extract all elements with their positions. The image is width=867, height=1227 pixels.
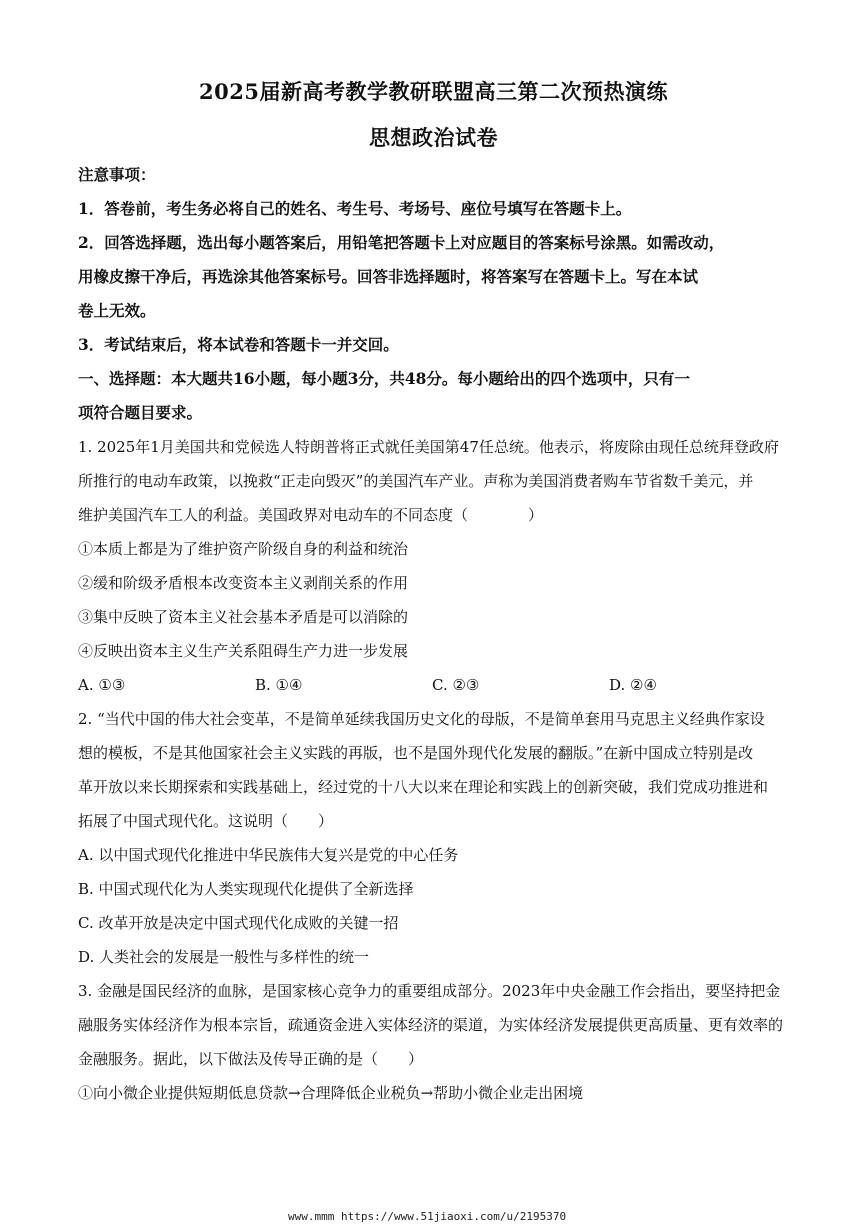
question-1-statement: ③集中反映了资本主义社会基本矛盾是可以消除的 — [78, 608, 409, 626]
question-1-stem: 所推行的电动车政策，以挽救“正走向毁灭”的美国汽车产业。声称为美国消费者购车节省数千美元，并 — [78, 472, 754, 490]
question-2-stem: 革开放以来长期探索和实践基础上，经过党的十八大以来在理论和实践上的创新突破，我们党成功推进和 — [78, 778, 769, 796]
question-1-option-c: C. ②③ — [432, 676, 480, 694]
question-2-option-d: D. 人类社会的发展是一般性与多样性的统一 — [78, 948, 370, 966]
section-heading-cont: 项符合题目要求。 — [78, 403, 203, 422]
notice-item: 3．考试结束后，将本试卷和答题卡一并交回。 — [78, 335, 399, 354]
question-1-option-d: D. ②④ — [609, 676, 657, 694]
section-heading: 一、选择题：本大题共16小题，每小题3分，共48分。每小题给出的四个选项中，只有一 — [78, 369, 690, 388]
notice-heading: 注意事项： — [78, 165, 156, 184]
question-3-stem: 融服务实体经济作为根本宗旨，疏通资金进入实体经济的渠道，为实体经济发展提供更高质量、更有效率的 — [78, 1016, 784, 1034]
question-1-statement: ④反映出资本主义生产关系阻碍生产力进一步发展 — [78, 642, 409, 660]
question-3-stem: 金融服务。据此，以下做法及传导正确的是（ ） — [78, 1050, 424, 1068]
exam-title: 2025届新高考教学教研联盟高三第二次预热演练 — [199, 79, 668, 104]
question-1-option-b: B. ①④ — [255, 676, 303, 694]
exam-subject: 思想政治试卷 — [369, 125, 498, 150]
notice-item: 1．答卷前，考生务必将自己的姓名、考生号、考场号、座位号填写在答题卡上。 — [78, 199, 632, 218]
question-2-stem: 拓展了中国式现代化。这说明（ ） — [78, 812, 334, 830]
question-3-statement: ①向小微企业提供短期低息贷款→合理降低企业税负→帮助小微企业走出困境 — [78, 1084, 584, 1102]
question-2-option-b: B. 中国式现代化为人类实现现代化提供了全新选择 — [78, 880, 414, 898]
question-2-option-c: C. 改革开放是决定中国式现代化成败的关键一招 — [78, 914, 399, 932]
notice-item: 2．回答选择题，选出每小题答案后，用铅笔把答题卡上对应题目的答案标号涂黑。如需改动， — [78, 233, 725, 252]
notice-item: 卷上无效。 — [78, 301, 156, 320]
notice-item: 用橡皮擦干净后，再选涂其他答案标号。回答非选择题时，将答案写在答题卡上。写在本试 — [78, 267, 699, 286]
footer-watermark-url: www.mmm https://www.51jiaoxi.com/u/2195370 — [288, 1210, 567, 1223]
question-2-stem: 想的模板，不是其他国家社会主义实践的再版，也不是国外现代化发展的翻版。”在新中国成立特别是改 — [78, 744, 754, 762]
question-1-stem: 1. 2025年1月美国共和党候选人特朗普将正式就任美国第47任总统。他表示，将废除由现任总统拜登政府 — [78, 438, 779, 456]
question-3-stem: 3. 金融是国民经济的血脉，是国家核心竞争力的重要组成部分。2023年中央金融工作会指出，要坚持把金 — [78, 982, 781, 1000]
question-1-option-a: A. ①③ — [78, 676, 126, 694]
question-1-stem: 维护美国汽车工人的利益。美国政界对电动车的不同态度（ ） — [78, 506, 544, 524]
question-1-statement: ①本质上都是为了维护资产阶级自身的利益和统治 — [78, 540, 409, 558]
question-2-option-a: A. 以中国式现代化推进中华民族伟大复兴是党的中心任务 — [78, 846, 459, 864]
question-1-statement: ②缓和阶级矛盾根本改变资本主义剥削关系的作用 — [78, 574, 409, 592]
question-2-stem: 2. “当代中国的伟大社会变革，不是简单延续我国历史文化的母版，不是简单套用马克思主义经典作家设 — [78, 710, 765, 728]
